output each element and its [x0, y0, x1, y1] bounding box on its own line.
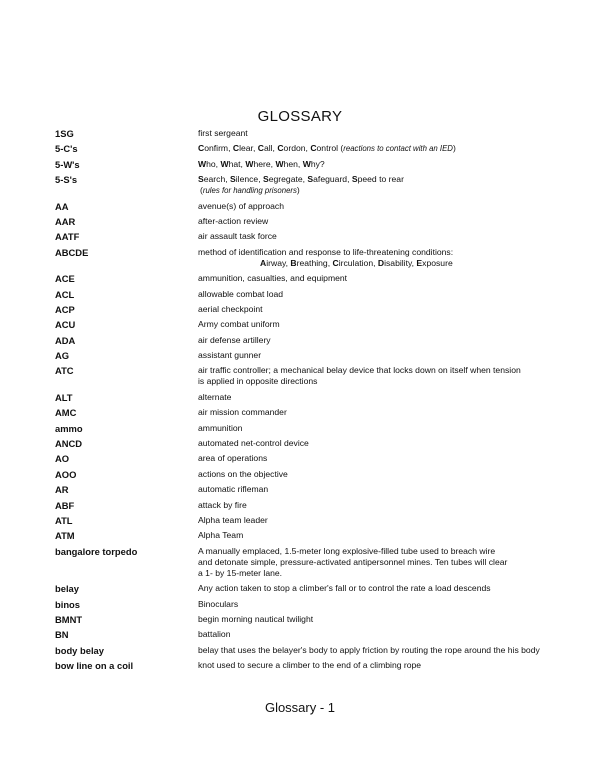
glossary-term: ALT — [55, 391, 73, 403]
glossary-entry — [55, 143, 575, 154]
glossary-definition — [198, 660, 575, 671]
glossary-definition — [198, 247, 575, 269]
glossary-entry — [55, 515, 575, 526]
definition-line: air traffic controller; a mechanical belay device that locks down on itself when tension — [198, 365, 521, 376]
glossary-term: AOO — [55, 468, 77, 480]
definition-initial: W — [198, 158, 207, 169]
glossary-definition — [198, 143, 575, 154]
definition-line — [198, 174, 575, 185]
glossary-entry — [55, 231, 575, 242]
glossary-entry — [55, 484, 575, 495]
glossary-entry — [55, 128, 575, 139]
definition-line: alternate — [198, 391, 232, 402]
definition-line: area of operations — [198, 453, 268, 464]
glossary-entry — [55, 423, 575, 434]
definition-initial: B — [290, 257, 297, 268]
glossary-entry — [55, 453, 575, 464]
glossary-term: AG — [55, 350, 70, 362]
glossary-term: AMC — [55, 407, 77, 419]
page-footer: Glossary - 1 — [264, 700, 336, 715]
glossary-term: ACE — [55, 273, 75, 285]
glossary-entry — [55, 407, 575, 418]
glossary-definition — [198, 484, 575, 495]
definition-line: automatic rifleman — [198, 484, 269, 495]
definition-line: automated net-control device — [198, 438, 309, 449]
definition-text: earch, — [203, 174, 231, 185]
definition-line — [198, 258, 575, 269]
definition-line: assistant gunner — [198, 350, 262, 361]
glossary-term: ATC — [55, 365, 74, 377]
definition-text: ordon, — [283, 143, 311, 154]
glossary-definition — [198, 500, 575, 511]
glossary-definition — [198, 216, 575, 227]
definition-initial: W — [220, 158, 229, 169]
glossary-entry — [55, 304, 575, 315]
glossary-definition — [198, 273, 575, 284]
glossary-entry — [55, 247, 575, 269]
glossary-definition — [198, 599, 575, 610]
definition-initial: C — [310, 143, 317, 154]
definition-line: ammunition, casualties, and equipment — [198, 273, 348, 284]
glossary-definition — [198, 304, 575, 315]
glossary-entry — [55, 546, 575, 579]
glossary-entry — [55, 216, 575, 227]
glossary-term: BN — [55, 629, 69, 641]
definition-text: irculation, — [338, 257, 378, 268]
glossary-definition — [198, 350, 575, 361]
glossary-term: bangalore torpedo — [55, 545, 138, 557]
definition-text: isability, — [384, 257, 417, 268]
glossary-definition — [198, 438, 575, 449]
definition-text: xposure — [422, 257, 453, 268]
definition-initial: S — [230, 174, 236, 185]
definition-text: ( — [200, 185, 203, 196]
definition-note: rules for handling prisoners — [202, 186, 297, 196]
glossary-entry — [55, 599, 575, 610]
definition-line: Any action taken to stop a climber's fall or to control the rate a load descends — [198, 583, 491, 594]
glossary-entry — [55, 645, 575, 656]
glossary-term: 5-S's — [55, 174, 78, 186]
definition-line: allowable combat load — [198, 288, 284, 299]
glossary-entry — [55, 365, 575, 387]
definition-line: method of identification and response to life-threatening conditions: — [198, 246, 454, 257]
definition-initial: C — [198, 143, 205, 154]
glossary-entry — [55, 319, 575, 330]
definition-line — [198, 159, 575, 170]
glossary-entry — [55, 159, 575, 170]
definition-line — [198, 143, 575, 154]
glossary-entry — [55, 530, 575, 541]
definition-initial: W — [302, 158, 311, 169]
glossary-entry — [55, 438, 575, 449]
glossary-definition — [198, 407, 575, 418]
definition-line: air defense artillery — [198, 334, 271, 345]
glossary-term: ABCDE — [55, 246, 89, 258]
glossary-entry — [55, 392, 575, 403]
definition-line — [198, 185, 575, 196]
definition-line: a 1- by 15-meter lane. — [198, 567, 283, 578]
glossary-entry — [55, 201, 575, 212]
definition-text: hen, — [283, 158, 303, 169]
definition-line: Alpha team leader — [198, 514, 268, 525]
definition-text: irway, — [266, 257, 291, 268]
glossary-list — [55, 128, 575, 676]
definition-text: egregate, — [268, 174, 308, 185]
definition-initial: S — [307, 174, 314, 185]
glossary-term: body belay — [55, 644, 104, 656]
glossary-entry — [55, 500, 575, 511]
definition-initial: A — [260, 257, 267, 268]
glossary-term: ACU — [55, 319, 76, 331]
definition-line: avenue(s) of approach — [198, 200, 284, 211]
glossary-definition — [198, 128, 575, 139]
glossary-definition — [198, 583, 575, 594]
definition-text: afeguard, — [313, 174, 352, 185]
glossary-term: AATF — [55, 231, 80, 243]
glossary-term: belay — [55, 583, 79, 595]
glossary-entry — [55, 583, 575, 594]
definition-line: battalion — [198, 629, 231, 640]
definition-line: air assault task force — [198, 231, 277, 242]
definition-line: and detonate simple, pressure-activated antipersonnel mines. Ten tubes will clear — [198, 556, 508, 567]
glossary-definition — [198, 629, 575, 640]
glossary-entry — [55, 174, 575, 196]
definition-line: A manually emplaced, 1.5-meter long explosive-filled tube used to breach wire — [198, 545, 496, 556]
definition-initial: W — [275, 158, 284, 169]
definition-line: is applied in opposite directions — [198, 376, 318, 387]
glossary-entry — [55, 469, 575, 480]
glossary-term: ABF — [55, 499, 75, 511]
definition-line: aerial checkpoint — [198, 303, 263, 314]
glossary-definition — [198, 335, 575, 346]
glossary-definition — [198, 515, 575, 526]
glossary-term: ATL — [55, 514, 73, 526]
definition-text: lear, — [239, 143, 258, 154]
definition-initial: S — [262, 174, 269, 185]
definition-text: hat, — [228, 158, 246, 169]
definition-line: Binoculars — [198, 598, 239, 609]
glossary-term: ATM — [55, 530, 75, 542]
glossary-entry — [55, 289, 575, 300]
definition-initial: E — [416, 257, 423, 268]
glossary-definition — [198, 530, 575, 541]
definition-text: ) — [452, 143, 456, 154]
definition-text: all, — [263, 143, 278, 154]
definition-line: after-action review — [198, 215, 269, 226]
definition-initial: W — [245, 158, 254, 169]
definition-text: hy? — [310, 158, 325, 169]
definition-text: ontrol ( — [316, 143, 344, 154]
glossary-term: 5-W's — [55, 158, 80, 170]
glossary-term: AR — [55, 484, 69, 496]
glossary-definition — [198, 289, 575, 300]
glossary-definition — [198, 392, 575, 403]
glossary-definition — [198, 365, 575, 387]
definition-line: first sergeant — [198, 128, 248, 138]
definition-initial: C — [232, 143, 240, 154]
glossary-term: AAR — [55, 215, 76, 227]
glossary-term: ADA — [55, 334, 76, 346]
definition-text: peed to rear — [357, 174, 404, 185]
definition-initial: C — [277, 143, 284, 154]
glossary-term: AO — [55, 453, 70, 465]
definition-text: onfirm, — [204, 143, 233, 154]
glossary-term: 5-C's — [55, 143, 78, 155]
definition-text: here, — [253, 158, 276, 169]
definition-line: attack by fire — [198, 499, 247, 510]
definition-line: ammunition — [198, 422, 243, 433]
glossary-definition — [198, 614, 575, 625]
glossary-term: ACL — [55, 288, 75, 300]
definition-initial: C — [332, 257, 339, 268]
definition-initial: S — [198, 174, 204, 185]
definition-initial: S — [351, 174, 358, 185]
glossary-entry — [55, 350, 575, 361]
definition-text: ilence, — [235, 174, 263, 185]
glossary-term: ammo — [55, 422, 83, 434]
definition-text: ) — [296, 185, 300, 196]
definition-initial: D — [377, 257, 385, 268]
glossary-entry — [55, 335, 575, 346]
definition-line: belay that uses the belayer's body to apply friction by routing the rope around the his body — [198, 644, 540, 655]
glossary-definition — [198, 423, 575, 434]
glossary-term: binos — [55, 598, 80, 610]
glossary-definition — [198, 453, 575, 464]
definition-line: air mission commander — [198, 407, 287, 418]
glossary-definition — [198, 645, 575, 656]
glossary-definition — [198, 201, 575, 212]
glossary-term: ACP — [55, 303, 75, 315]
glossary-term: bow line on a coil — [55, 660, 134, 672]
glossary-definition — [198, 231, 575, 242]
definition-text: reathing, — [296, 257, 333, 268]
definition-initial: C — [257, 143, 264, 154]
glossary-term: BMNT — [55, 613, 83, 625]
glossary-definition — [198, 174, 575, 196]
definition-text: ho, — [206, 158, 221, 169]
glossary-term: ANCD — [55, 438, 83, 450]
glossary-definition — [198, 546, 575, 579]
glossary-entry — [55, 660, 575, 671]
definition-line: Alpha Team — [198, 530, 244, 541]
glossary-term: AA — [55, 200, 69, 212]
definition-line: begin morning nautical twilight — [198, 613, 314, 624]
glossary-entry — [55, 629, 575, 640]
glossary-term: 1SG — [55, 128, 74, 139]
page-title: GLOSSARY — [257, 108, 343, 125]
glossary-definition — [198, 159, 575, 170]
glossary-entry — [55, 614, 575, 625]
glossary-definition — [198, 319, 575, 330]
definition-line: actions on the objective — [198, 468, 288, 479]
definition-line: Army combat uniform — [198, 319, 280, 330]
glossary-entry — [55, 273, 575, 284]
definition-line: knot used to secure a climber to the end of a climbing rope — [198, 660, 422, 671]
glossary-definition — [198, 469, 575, 480]
definition-note: reactions to contact with an IED — [343, 144, 453, 154]
